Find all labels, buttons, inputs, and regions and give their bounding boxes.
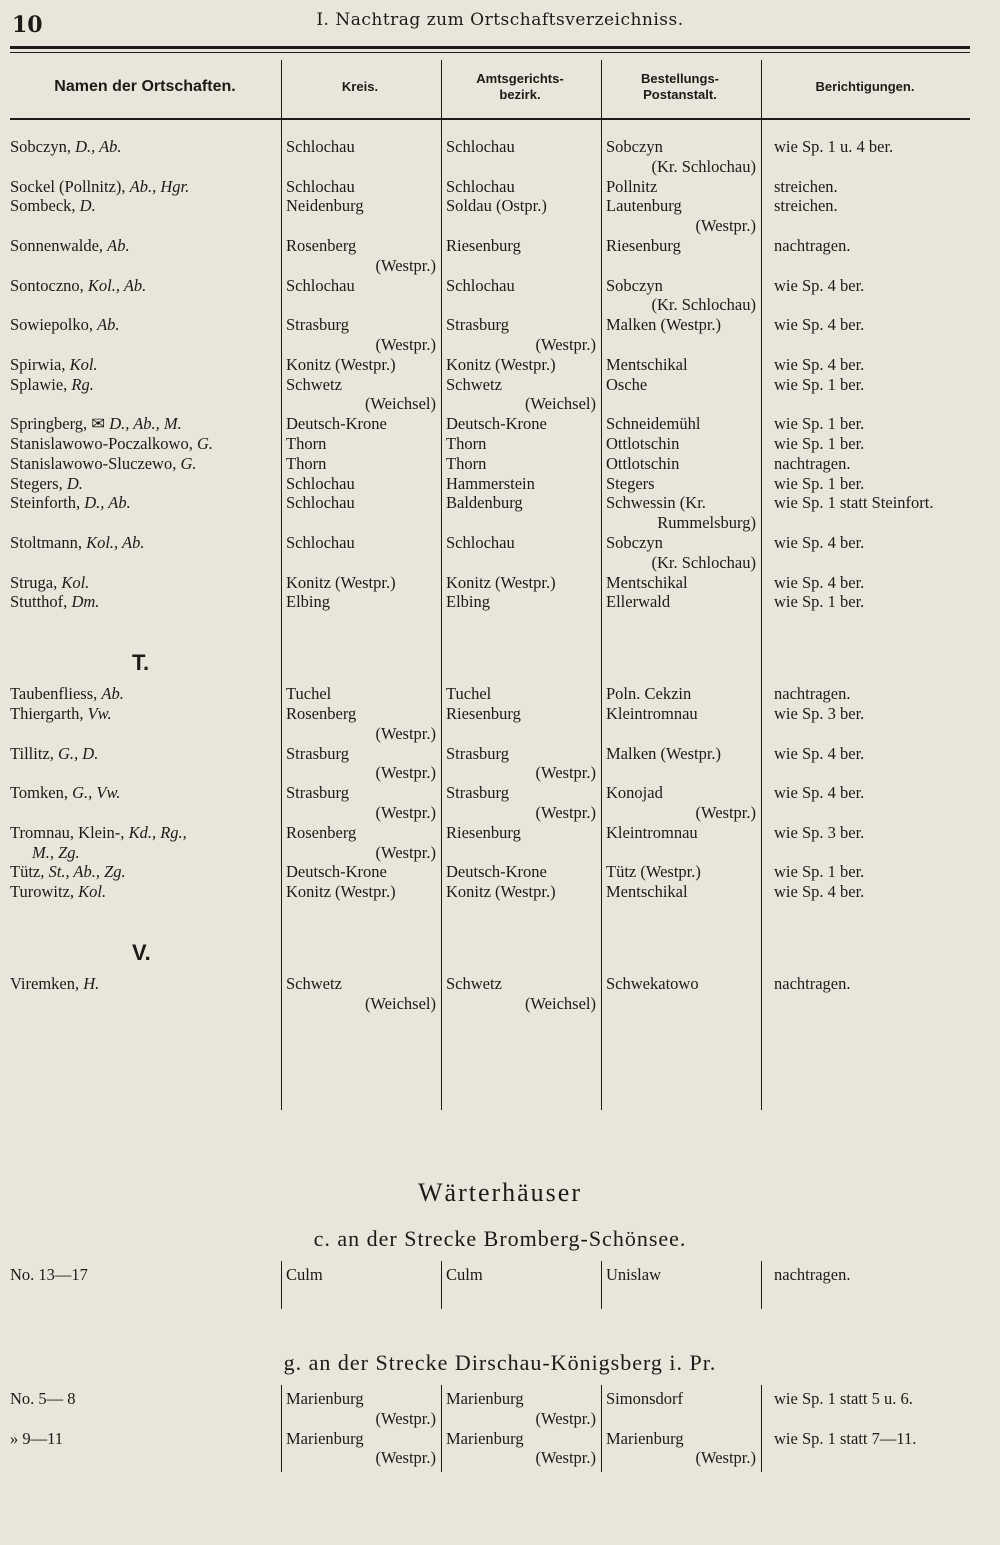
post-cell: Tütz (Westpr.) (606, 862, 701, 882)
amt-cell: Elbing (446, 592, 490, 612)
kreis-cell: Rosenberg (286, 822, 357, 842)
column-header-berichtigungen: Berichtigungen. (815, 79, 915, 94)
kreis-cell: Marienburg (286, 1428, 364, 1448)
place-name (10, 573, 89, 593)
amt-cell: Thorn (446, 434, 487, 453)
section-letter: T. (132, 650, 150, 676)
place-name-text: Stegers, (10, 473, 67, 493)
place-type-abbrev: Ab. (101, 684, 124, 704)
berichtigung-cell: wie Sp. 3 ber. (774, 822, 865, 842)
place-name-text: Stanislawowo-Sluczewo, (10, 453, 181, 473)
amt-cell: Konitz (Westpr.) (446, 354, 556, 374)
place-name (10, 315, 120, 335)
amt-cell: Strasburg (446, 743, 509, 763)
place-name (10, 474, 83, 494)
amt-cell: Strasburg (446, 315, 509, 335)
column-divider (601, 60, 602, 1110)
berichtigung-cell: wie Sp. 1 ber. (774, 414, 865, 434)
berichtigung-cell: wie Sp. 4 ber. (774, 743, 865, 763)
place-type-abbrev: Kol., Ab. (86, 533, 145, 552)
post-cell: Mentschikal (606, 354, 688, 374)
place-name (10, 704, 112, 724)
berichtigung-cell: streichen. (774, 196, 838, 216)
amt-cell: Marienburg (446, 1389, 524, 1408)
amt-cell: Riesenburg (446, 822, 521, 842)
header-rule-thick (10, 46, 970, 49)
post-cell: (Westpr.) (695, 216, 756, 236)
place-name (10, 862, 126, 882)
berichtigung-cell: wie Sp. 4 ber. (774, 354, 865, 374)
kreis-cell: Rosenberg (286, 704, 357, 723)
amt-cell: (Westpr.) (535, 335, 596, 354)
amt-cell: (Westpr.) (535, 763, 596, 783)
place-type-abbrev: Kol. (69, 354, 98, 374)
place-name (10, 177, 189, 197)
berichtigung-cell: wie Sp. 1 statt 7—11. (774, 1428, 917, 1448)
section-subtitle-c: c. an der Strecke Bromberg-Schönsee. (313, 1226, 687, 1251)
column-header-names: Namen der Ortschaften. (54, 78, 236, 95)
kreis-cell: Culm (286, 1265, 323, 1284)
amt-cell: Tuchel (446, 684, 492, 704)
kreis-cell: (Westpr.) (375, 763, 436, 783)
place-type-abbrev: M., Zg. (32, 842, 80, 862)
kreis-cell: (Weichsel) (364, 394, 436, 414)
amt-cell: Thorn (446, 453, 487, 473)
post-cell: (Kr. Schlochau) (651, 552, 756, 572)
kreis-cell: Schlochau (286, 176, 355, 196)
place-name-text: Sontoczno, (10, 275, 88, 295)
kreis-cell: (Westpr.) (375, 1408, 436, 1428)
kreis-cell: Schlochau (286, 533, 355, 552)
amt-cell: Deutsch-Krone (446, 862, 547, 882)
post-cell: Schneidemühl (606, 414, 701, 434)
amt-cell: Schwetz (446, 374, 502, 394)
berichtigung-cell: wie Sp. 1 statt 5 u. 6. (774, 1389, 913, 1408)
place-type-abbrev: G., Vw. (72, 783, 121, 803)
header-rule-thin (10, 52, 970, 53)
kreis-cell: Marienburg (286, 1389, 364, 1408)
kreis-cell: Konitz (Westpr.) (286, 882, 396, 902)
place-type-abbrev: G. (180, 453, 197, 473)
berichtigung-cell: nachtragen. (774, 1265, 851, 1284)
post-cell: Sobczyn (606, 137, 663, 156)
kreis-cell: Konitz (Westpr.) (286, 354, 396, 374)
post-cell: Sobczyn (606, 533, 663, 552)
place-name-text: Stutthof, (10, 592, 72, 612)
place-name-text: Thiergarth, (10, 704, 88, 723)
kreis-cell: Thorn (286, 434, 327, 453)
place-name (10, 744, 98, 764)
amt-cell: Riesenburg (446, 704, 521, 723)
post-cell: Osche (606, 374, 648, 394)
berichtigung-cell: wie Sp. 1 ber. (774, 862, 865, 882)
place-type-abbrev: D. (79, 196, 96, 216)
berichtigung-cell: wie Sp. 4 ber. (774, 882, 865, 902)
place-type-abbrev: D., Ab. (75, 137, 122, 156)
kreis-cell: (Weichsel) (364, 993, 436, 1013)
amt-cell: Schwetz (446, 974, 502, 993)
place-type-abbrev: D., Ab. (84, 493, 131, 513)
section-subtitle-g: g. an der Strecke Dirschau-Königsberg i. Pr. (283, 1350, 717, 1375)
place-name-text: Stanislawowo-Poczalkowo, (10, 434, 197, 453)
column-header-kreis: Kreis. (341, 79, 379, 94)
post-cell: Schwessin (Kr. (606, 493, 706, 513)
place-name (10, 783, 120, 803)
kreis-cell: (Westpr.) (375, 335, 436, 354)
post-cell: Mentschikal (606, 882, 688, 902)
kreis-cell: Strasburg (286, 783, 349, 803)
section-letter: V. (132, 940, 151, 965)
kreis-cell: Neidenburg (286, 196, 364, 216)
column-divider (761, 60, 762, 1110)
place-name-text: Struga, (10, 572, 62, 592)
place-type-abbrev: Kol., Ab. (87, 275, 147, 295)
page-number: 10 (12, 12, 43, 38)
berichtigung-cell: nachtragen. (774, 684, 851, 704)
post-cell: Konojad (606, 783, 663, 803)
column-header-rule (10, 118, 970, 120)
kreis-cell: Schwetz (286, 374, 342, 394)
berichtigung-cell: nachtragen. (774, 974, 851, 993)
amt-cell: (Weichsel) (524, 394, 596, 414)
place-name (10, 276, 146, 296)
column-divider (441, 60, 442, 1110)
place-name (10, 533, 144, 553)
place-name-text: Sockel (Pollnitz), (10, 176, 130, 196)
column-divider (601, 1385, 602, 1472)
place-name-text: Viremken, (10, 974, 84, 993)
place-name-text: Sonnenwalde, (10, 236, 108, 255)
berichtigung-cell: wie Sp. 4 ber. (774, 315, 865, 335)
place-name (10, 454, 197, 474)
place-type-abbrev: H. (83, 974, 100, 993)
place-name (10, 592, 99, 612)
kreis-cell: Elbing (286, 592, 330, 612)
column-divider (281, 1385, 282, 1472)
amt-cell: Strasburg (446, 783, 509, 803)
post-cell: Simonsdorf (606, 1389, 684, 1408)
place-name (10, 414, 182, 434)
place-type-abbrev: D., Ab., M. (109, 414, 182, 434)
place-name (10, 974, 99, 994)
place-name (10, 434, 213, 454)
kreis-cell: Schlochau (286, 275, 355, 295)
place-name-text: Springberg, ✉ (10, 414, 110, 434)
place-type-abbrev: Kol. (78, 882, 107, 902)
amt-cell: (Weichsel) (524, 993, 596, 1013)
kreis-cell: Deutsch-Krone (286, 414, 387, 434)
post-cell: Ellerwald (606, 592, 671, 612)
amt-cell: Konitz (Westpr.) (446, 572, 556, 592)
place-name-text: Stoltmann, (10, 533, 87, 552)
waerterhaus-number: No. 5— 8 (10, 1389, 76, 1408)
berichtigung-cell: nachtragen. (774, 236, 851, 255)
post-cell: Mentschikal (606, 572, 688, 592)
kreis-cell: (Westpr.) (375, 842, 436, 862)
place-name-text: Spirwia, (10, 354, 70, 374)
place-name (10, 375, 94, 395)
place-name (10, 236, 130, 256)
waerterhaus-number: » 9—11 (10, 1428, 64, 1448)
post-cell: Lautenburg (606, 196, 682, 216)
place-type-abbrev: Rg. (71, 374, 94, 394)
place-name-text: Sombeck, (10, 196, 80, 216)
place-type-abbrev: G., D. (58, 743, 99, 763)
amt-cell: Hammerstein (446, 473, 535, 493)
post-cell: Poln. Cekzin (606, 684, 692, 704)
place-name-text: Steinforth, (10, 493, 85, 513)
berichtigung-cell: wie Sp. 1 ber. (774, 374, 865, 394)
berichtigung-cell: wie Sp. 4 ber. (774, 275, 865, 295)
post-cell: Pollnitz (606, 176, 658, 196)
amt-cell: Konitz (Westpr.) (446, 882, 556, 902)
amt-cell: (Westpr.) (535, 1408, 596, 1428)
post-cell: Rummelsburg) (657, 513, 756, 533)
amt-cell: Schlochau (446, 275, 515, 295)
column-divider (281, 60, 282, 1110)
berichtigung-cell: nachtragen. (774, 453, 851, 473)
column-divider (441, 1261, 442, 1309)
kreis-cell: Thorn (286, 453, 327, 473)
place-name-text: Splawie, (10, 374, 72, 394)
berichtigung-cell: wie Sp. 1 ber. (774, 592, 865, 612)
post-cell: Marienburg (606, 1428, 684, 1448)
column-divider (601, 1261, 602, 1309)
kreis-cell: Rosenberg (286, 236, 357, 255)
column-header-postanstalt: Bestellungs- Postanstalt. (640, 71, 719, 102)
post-cell: Malken (Westpr.) (606, 743, 722, 763)
kreis-cell: Schlochau (286, 473, 355, 493)
kreis-cell: Deutsch-Krone (286, 862, 387, 882)
post-cell: (Westpr.) (695, 803, 756, 822)
amt-cell: Baldenburg (446, 493, 523, 513)
place-type-abbrev: Kd., Rg., (128, 822, 187, 842)
place-type-abbrev: Vw. (87, 704, 112, 723)
post-cell: Malken (Westpr.) (606, 315, 722, 335)
post-cell: Sobczyn (606, 275, 663, 295)
amt-cell: Schlochau (446, 533, 515, 552)
berichtigung-cell: wie Sp. 4 ber. (774, 572, 865, 592)
place-name-text: Sobczyn, (10, 137, 76, 156)
berichtigung-cell: wie Sp. 4 ber. (774, 783, 865, 803)
place-type-abbrev: Ab. (107, 236, 130, 255)
post-cell: Stegers (606, 473, 655, 493)
kreis-cell: Schlochau (286, 493, 355, 513)
place-name (10, 196, 96, 216)
kreis-cell: Strasburg (286, 743, 349, 763)
berichtigung-cell: streichen. (774, 176, 838, 196)
post-cell: Ottlotschin (606, 434, 680, 453)
column-divider (761, 1261, 762, 1309)
place-type-abbrev: Dm. (71, 592, 100, 612)
amt-cell: Riesenburg (446, 236, 521, 255)
berichtigung-cell: wie Sp. 1 statt Steinfort. (774, 493, 934, 513)
amt-cell: Schlochau (446, 137, 515, 156)
place-name (10, 882, 106, 902)
berichtigung-cell: wie Sp. 4 ber. (774, 533, 865, 552)
amt-cell: Marienburg (446, 1428, 524, 1448)
column-divider (441, 1385, 442, 1472)
place-name-text: Tromnau, Klein-, (10, 822, 129, 842)
place-name-text: Taubenfliess, (10, 684, 102, 704)
kreis-cell: (Westpr.) (375, 1448, 436, 1468)
place-name-text: Tillitz, (10, 743, 58, 763)
amt-cell: Culm (446, 1265, 483, 1284)
kreis-cell: Schwetz (286, 974, 342, 993)
amt-cell: (Westpr.) (535, 1448, 596, 1468)
waerterhaus-number: No. 13—17 (10, 1265, 88, 1284)
amt-cell: Deutsch-Krone (446, 414, 547, 434)
post-cell: Ottlotschin (606, 453, 680, 473)
place-type-abbrev: Ab., Hgr. (129, 176, 190, 196)
place-name-text: Turowitz, (10, 882, 79, 902)
berichtigung-cell: wie Sp. 1 ber. (774, 473, 865, 493)
place-name-text: Tütz, (10, 862, 49, 882)
post-cell: Riesenburg (606, 236, 681, 255)
post-cell: (Kr. Schlochau) (651, 156, 756, 176)
place-name (10, 684, 124, 704)
berichtigung-cell: wie Sp. 3 ber. (774, 704, 865, 723)
amt-cell: Soldau (Ostpr.) (446, 196, 547, 216)
place-name (10, 493, 131, 513)
kreis-cell: (Westpr.) (375, 723, 436, 743)
place-type-abbrev: D. (66, 473, 83, 493)
section-title: Wärterhäuser (417, 1178, 583, 1207)
place-name-text: Tomken, (10, 783, 73, 803)
place-type-abbrev: G. (196, 434, 214, 453)
kreis-cell: (Westpr.) (375, 803, 436, 822)
post-cell: (Westpr.) (695, 1448, 756, 1468)
post-cell: Schwekatowo (606, 974, 699, 993)
post-cell: Kleintromnau (606, 704, 698, 723)
kreis-cell: Konitz (Westpr.) (286, 572, 396, 592)
place-type-abbrev: St., Ab., Zg. (48, 862, 126, 882)
post-cell: Kleintromnau (606, 822, 698, 842)
amt-cell: (Westpr.) (535, 803, 596, 822)
post-cell: Unislaw (606, 1265, 661, 1284)
post-cell: (Kr. Schlochau) (651, 295, 756, 315)
kreis-cell: Tuchel (286, 684, 332, 704)
column-header-amtsgericht: Amtsgerichts- bezirk. (476, 71, 564, 102)
running-head: I. Nachtrag zum Ortschaftsverzeichniss. (316, 10, 684, 30)
amt-cell: Schlochau (446, 176, 515, 196)
kreis-cell: Schlochau (286, 137, 355, 156)
berichtigung-cell: wie Sp. 1 u. 4 ber. (774, 137, 894, 156)
berichtigung-cell: wie Sp. 1 ber. (774, 434, 865, 453)
place-name (10, 823, 187, 843)
place-name-text: Sowiepolko, (10, 315, 98, 335)
column-divider (281, 1261, 282, 1309)
place-type-abbrev: Kol. (61, 572, 90, 592)
column-divider (761, 1385, 762, 1472)
place-name (10, 355, 98, 375)
place-type-abbrev: Ab. (97, 315, 120, 335)
place-name (10, 137, 122, 157)
kreis-cell: Strasburg (286, 315, 349, 335)
kreis-cell: (Westpr.) (375, 255, 436, 275)
